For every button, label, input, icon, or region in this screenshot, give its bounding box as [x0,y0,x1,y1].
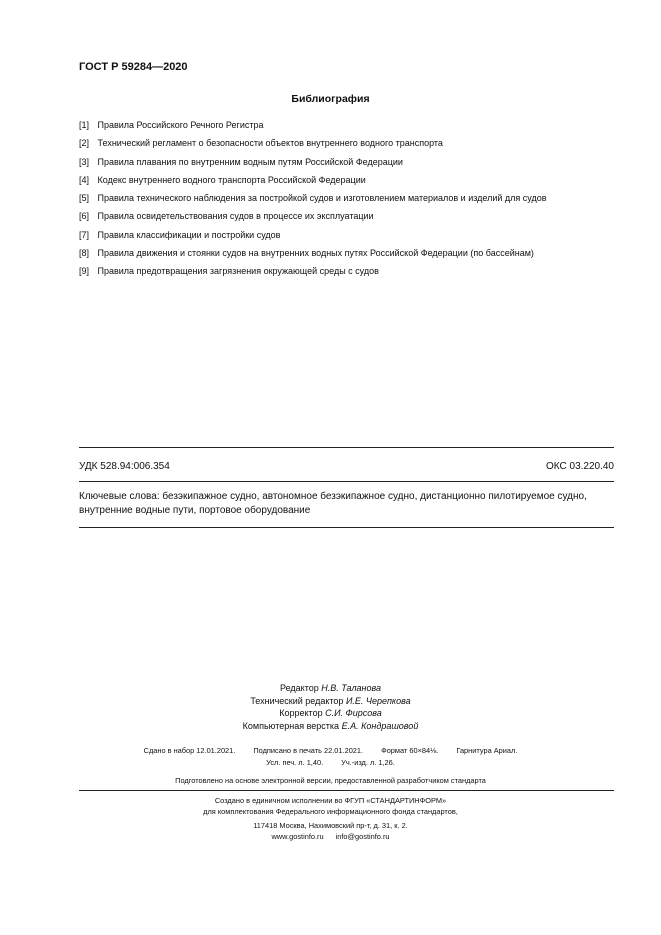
list-item [79,119,547,137]
divider-bottom [79,527,614,528]
fund-line: для комплектования Федерального информационного фонда стандартов, [203,807,458,816]
oks-code: ОКС 03.220.40 [546,461,614,472]
typeface: Гарнитура Ариал. [456,746,518,755]
item-number: [5] [79,193,90,203]
item-text: Правила плавания по внутренним водным путям Российской Федерации [97,156,403,167]
item-text: Правила движения и стоянки судов на внутренних водных путях Российской Федерации (по бассейнам) [97,247,534,258]
prepared-note: Подготовлено на основе электронной версии, предоставленной разработчиком стандарта [175,776,486,785]
print-sheets: Усл. печ. л. 1,40. [266,758,324,767]
list-item [79,229,547,247]
credit-role: Корректор [279,708,323,718]
item-number: [4] [79,174,90,185]
credit-role: Технический редактор [250,695,344,706]
item-text: Правила классификации и постройки судов [97,229,281,240]
item-number: [1] [79,120,90,130]
item-text: Правила Российского Речного Регистра [97,120,264,130]
credit-editor [0,682,661,695]
imprint-print-data [0,746,661,755]
list-item [79,137,547,155]
credit-corrector [0,707,661,720]
editorial-credits [0,682,661,732]
signed-to-print: Подписано в печать 22.01.2021. [253,746,364,755]
publisher-sheets: Уч.-изд. л. 1,26. [341,758,395,767]
item-text: Кодекс внутреннего водного транспорта Российской Федерации [97,174,366,185]
sent-to-set: Сдано в набор 12.01.2021. [143,746,236,755]
item-number: [2] [79,138,90,149]
divider-top [79,447,614,448]
imprint-divider [79,790,614,791]
item-number: [6] [79,211,90,222]
publisher-contacts [0,832,661,841]
credit-role: Компьютерная верстка [242,720,340,731]
item-number: [9] [79,266,90,276]
bibliography-title: Библиография [291,93,370,105]
website-link[interactable]: www.gostinfo.ru [271,832,324,841]
item-number: [3] [79,156,90,167]
credit-name: Н.В. Таланова [321,683,382,693]
list-item [79,210,547,228]
list-item [79,192,547,210]
created-line: Создано в единичном исполнении во ФГУП «СТАНДАРТИНФОРМ» [214,796,447,805]
keywords: Ключевые слова: безэкипажное судно, автономное безэкипажное судно, дистанционно пилотируемое судно, внутренние водные пути, портовое оборудование [79,491,587,516]
list-item [79,174,547,192]
credit-role: Редактор [279,683,319,693]
email-link[interactable]: info@gostinfo.ru [335,832,390,841]
credit-tech-editor [0,695,661,708]
item-text: Технический регламент о безопасности объектов внутреннего водного транспорта [97,138,443,149]
list-item [79,247,547,265]
divider-middle [79,481,614,482]
item-text: Правила технического наблюдения за постройкой судов и изготовлением материалов и изделий для судов [97,193,547,203]
credit-name: Е.А. Кондрашовой [341,720,419,731]
list-item [79,265,547,283]
item-text: Правила освидетельствования судов в процессе их эксплуатации [97,211,374,222]
item-number: [7] [79,229,90,240]
print-format: Формат 60×84⅛. [381,746,439,755]
item-number: [8] [79,247,90,258]
item-text: Правила предотвращения загрязнения окружающей среды с судов [97,266,379,276]
list-item [79,156,547,174]
standard-code: ГОСТ Р 59284—2020 [79,61,188,73]
imprint-sheets [0,758,661,767]
bibliography-list [79,119,547,283]
publisher-address: 117418 Москва, Нахимовский пр-т, д. 31, к. 2. [253,821,408,830]
credit-name: И.Е. Черепкова [345,695,411,706]
udk-code: УДК 528.94:006.354 [79,461,170,472]
credit-layout [0,720,661,733]
credit-name: С.И. Фирсова [325,708,382,718]
